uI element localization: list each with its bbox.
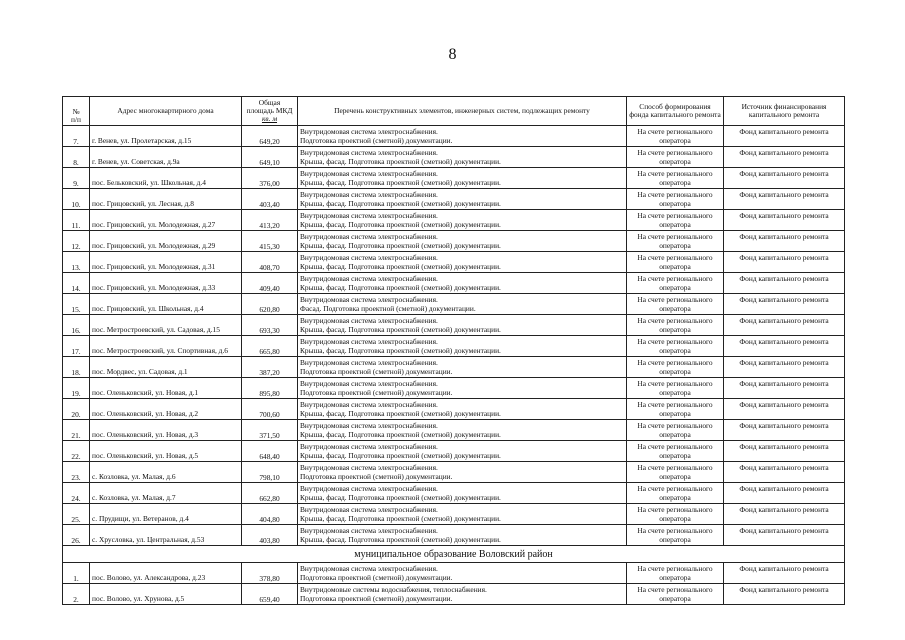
row-elements: Внутридомовая система электроснабжения. Крыша, фасад. Подготовка проектной (сметной) документации. xyxy=(298,252,627,273)
table-row xyxy=(63,273,845,294)
row-elements: Внутридомовая система электроснабжения. Крыша, фасад. Подготовка проектной (сметной) документации. xyxy=(298,336,627,357)
row-elements: Внутридомовая система электроснабжения. Подготовка проектной (сметной) документации. xyxy=(298,126,627,147)
table-row xyxy=(63,441,845,462)
row-number: 7. xyxy=(63,126,90,147)
row-address: пос. Оленьковский, ул. Новая, д.5 xyxy=(90,441,242,462)
row-area: 648,40 xyxy=(242,441,298,462)
row-address: пос. Метростроевский, ул. Спортивная, д.6 xyxy=(90,336,242,357)
row-number: 17. xyxy=(63,336,90,357)
row-address: пос. Бельковский, ул. Школьная, д.4 xyxy=(90,168,242,189)
header-area-unit: кв. м xyxy=(261,114,278,123)
row-method: На счете регионального оператора xyxy=(627,168,724,189)
row-method: На счете регионального оператора xyxy=(627,147,724,168)
row-source: Фонд капитального ремонта xyxy=(724,189,845,210)
row-number: 9. xyxy=(63,168,90,189)
row-address: пос. Оленьковский, ул. Новая, д.1 xyxy=(90,378,242,399)
row-source: Фонд капитального ремонта xyxy=(724,336,845,357)
table-row xyxy=(63,231,845,252)
row-area: 662,80 xyxy=(242,483,298,504)
row-address: пос. Грицовский, ул. Молодежная, д.27 xyxy=(90,210,242,231)
row-elements: Внутридомовая система электроснабжения. Крыша, фасад. Подготовка проектной (сметной) документации. xyxy=(298,147,627,168)
row-number: 24. xyxy=(63,483,90,504)
row-area: 665,80 xyxy=(242,336,298,357)
row-source: Фонд капитального ремонта xyxy=(724,483,845,504)
repair-table xyxy=(62,96,845,605)
row-address: пос. Волово, ул. Александрова, д.23 xyxy=(90,563,242,584)
row-method: На счете регионального оператора xyxy=(627,231,724,252)
row-elements: Внутридомовая система электроснабжения. Подготовка проектной (сметной) документации. xyxy=(298,357,627,378)
row-elements: Внутридомовая система электроснабжения. Крыша, фасад. Подготовка проектной (сметной) документации. xyxy=(298,168,627,189)
row-address: пос. Мордвес, ул. Садовая, д.1 xyxy=(90,357,242,378)
row-address: пос. Метростроевский, ул. Садовая, д.15 xyxy=(90,315,242,336)
row-number: 12. xyxy=(63,231,90,252)
row-elements: Внутридомовая система электроснабжения. Крыша, фасад. Подготовка проектной (сметной) документации. xyxy=(298,504,627,525)
header-method: Способ формирования фонда капитального ремонта xyxy=(627,97,724,126)
row-area: 408,70 xyxy=(242,252,298,273)
row-address: с. Хрусловка, ул. Центральная, д.53 xyxy=(90,525,242,546)
section-volovsky xyxy=(63,546,845,563)
row-number: 13. xyxy=(63,252,90,273)
row-number: 19. xyxy=(63,378,90,399)
table-row xyxy=(63,315,845,336)
row-method: На счете регионального оператора xyxy=(627,525,724,546)
table-body-venev xyxy=(63,126,845,546)
row-area: 415,30 xyxy=(242,231,298,252)
header-area-line2: площадь МКД xyxy=(246,106,293,115)
row-area: 693,30 xyxy=(242,315,298,336)
row-source: Фонд капитального ремонта xyxy=(724,210,845,231)
row-area: 387,20 xyxy=(242,357,298,378)
row-elements: Внутридомовая система электроснабжения. Крыша, фасад. Подготовка проектной (сметной) документации. xyxy=(298,420,627,441)
row-method: На счете регионального оператора xyxy=(627,252,724,273)
row-number: 26. xyxy=(63,525,90,546)
row-method: На счете регионального оператора xyxy=(627,210,724,231)
row-source: Фонд капитального ремонта xyxy=(724,357,845,378)
row-address: с. Козловка, ул. Малая, д.7 xyxy=(90,483,242,504)
header-area xyxy=(242,97,298,126)
row-source: Фонд капитального ремонта xyxy=(724,252,845,273)
row-method: На счете регионального оператора xyxy=(627,504,724,525)
row-source: Фонд капитального ремонта xyxy=(724,168,845,189)
row-area: 404,80 xyxy=(242,504,298,525)
row-area: 378,80 xyxy=(242,563,298,584)
table-row xyxy=(63,210,845,231)
row-number: 11. xyxy=(63,210,90,231)
row-elements: Внутридомовая система электроснабжения. Крыша, фасад. Подготовка проектной (сметной) документации. xyxy=(298,483,627,504)
table-header-row xyxy=(63,97,845,126)
row-number: 21. xyxy=(63,420,90,441)
row-address: пос. Грицовский, ул. Школьная, д.4 xyxy=(90,294,242,315)
row-method: На счете регионального оператора xyxy=(627,378,724,399)
row-method: На счете регионального оператора xyxy=(627,315,724,336)
row-address: с. Козловка, ул. Малая, д.6 xyxy=(90,462,242,483)
row-elements: Внутридомовая система электроснабжения. Подготовка проектной (сметной) документации. xyxy=(298,378,627,399)
row-source: Фонд капитального ремонта xyxy=(724,584,845,605)
row-source: Фонд капитального ремонта xyxy=(724,525,845,546)
table-row xyxy=(63,357,845,378)
header-source: Источник финансирования капитального ремонта xyxy=(724,97,845,126)
row-address: пос. Оленьковский, ул. Новая, д.3 xyxy=(90,420,242,441)
row-address: пос. Грицовский, ул. Молодежная, д.29 xyxy=(90,231,242,252)
table-row xyxy=(63,294,845,315)
row-elements: Внутридомовая система электроснабжения. Крыша, фасад. Подготовка проектной (сметной) документации. xyxy=(298,189,627,210)
row-elements: Внутридомовая система электроснабжения. Крыша, фасад. Подготовка проектной (сметной) документации. xyxy=(298,273,627,294)
row-source: Фонд капитального ремонта xyxy=(724,378,845,399)
row-area: 798,10 xyxy=(242,462,298,483)
row-elements: Внутридомовая система электроснабжения. Крыша, фасад. Подготовка проектной (сметной) документации. xyxy=(298,399,627,420)
section-title: муниципальное образование Воловский район xyxy=(63,546,845,563)
row-method: На счете регионального оператора xyxy=(627,563,724,584)
table-row xyxy=(63,483,845,504)
row-source: Фонд капитального ремонта xyxy=(724,563,845,584)
table-body-volovo xyxy=(63,563,845,605)
row-source: Фонд капитального ремонта xyxy=(724,294,845,315)
row-method: На счете регионального оператора xyxy=(627,189,724,210)
header-no: № п/п xyxy=(63,97,90,126)
row-method: На счете регионального оператора xyxy=(627,441,724,462)
table-row xyxy=(63,378,845,399)
row-elements: Внутридомовая система электроснабжения. Подготовка проектной (сметной) документации. xyxy=(298,563,627,584)
row-source: Фонд капитального ремонта xyxy=(724,315,845,336)
row-elements: Внутридомовая система электроснабжения. Крыша, фасад. Подготовка проектной (сметной) документации. xyxy=(298,231,627,252)
table-row xyxy=(63,147,845,168)
row-address: г. Венев, ул. Советская, д.9а xyxy=(90,147,242,168)
row-number: 23. xyxy=(63,462,90,483)
table-row xyxy=(63,420,845,441)
row-number: 8. xyxy=(63,147,90,168)
row-elements: Внутридомовая система электроснабжения. Крыша, фасад. Подготовка проектной (сметной) документации. xyxy=(298,525,627,546)
row-number: 25. xyxy=(63,504,90,525)
row-address: г. Венев, ул. Пролетарская, д.15 xyxy=(90,126,242,147)
row-elements: Внутридомовые системы водоснабжения, теплоснабжения. Подготовка проектной (сметной) документации. xyxy=(298,584,627,605)
row-method: На счете регионального оператора xyxy=(627,126,724,147)
header-elements: Перечень конструктивных элементов, инженерных систем, подлежащих ремонту xyxy=(298,97,627,126)
row-number: 20. xyxy=(63,399,90,420)
row-number: 1. xyxy=(63,563,90,584)
row-number: 22. xyxy=(63,441,90,462)
row-area: 409,40 xyxy=(242,273,298,294)
row-address: пос. Волово, ул. Хрунова, д.5 xyxy=(90,584,242,605)
row-method: На счете регионального оператора xyxy=(627,420,724,441)
row-address: пос. Оленьковский, ул. Новая, д.2 xyxy=(90,399,242,420)
table-row xyxy=(63,252,845,273)
table-row xyxy=(63,126,845,147)
row-method: На счете регионального оператора xyxy=(627,399,724,420)
table-row xyxy=(63,563,845,584)
row-area: 700,60 xyxy=(242,399,298,420)
row-address: пос. Грицовский, ул. Лесная, д.8 xyxy=(90,189,242,210)
row-area: 649,20 xyxy=(242,126,298,147)
row-number: 14. xyxy=(63,273,90,294)
table-row xyxy=(63,584,845,605)
row-elements: Внутридомовая система электроснабжения. Подготовка проектной (сметной) документации. xyxy=(298,462,627,483)
row-method: На счете регионального оператора xyxy=(627,462,724,483)
row-method: На счете регионального оператора xyxy=(627,357,724,378)
row-area: 413,20 xyxy=(242,210,298,231)
row-source: Фонд капитального ремонта xyxy=(724,147,845,168)
row-elements: Внутридомовая система электроснабжения. Крыша, фасад. Подготовка проектной (сметной) документации. xyxy=(298,210,627,231)
row-address: с. Прудищи, ул. Ветеранов, д.4 xyxy=(90,504,242,525)
row-number: 16. xyxy=(63,315,90,336)
row-source: Фонд капитального ремонта xyxy=(724,504,845,525)
row-area: 620,80 xyxy=(242,294,298,315)
table-row xyxy=(63,525,845,546)
row-method: На счете регионального оператора xyxy=(627,336,724,357)
row-source: Фонд капитального ремонта xyxy=(724,420,845,441)
row-area: 403,40 xyxy=(242,189,298,210)
table-row xyxy=(63,168,845,189)
row-number: 2. xyxy=(63,584,90,605)
row-elements: Внутридомовая система электроснабжения. Крыша, фасад. Подготовка проектной (сметной) документации. xyxy=(298,315,627,336)
row-area: 403,80 xyxy=(242,525,298,546)
section-row xyxy=(63,546,845,563)
row-area: 659,40 xyxy=(242,584,298,605)
table-row xyxy=(63,399,845,420)
row-number: 15. xyxy=(63,294,90,315)
row-source: Фонд капитального ремонта xyxy=(724,441,845,462)
row-source: Фонд капитального ремонта xyxy=(724,462,845,483)
row-address: пос. Грицовский, ул. Молодежная, д.31 xyxy=(90,252,242,273)
table-row xyxy=(63,462,845,483)
row-elements: Внутридомовая система электроснабжения. Крыша, фасад. Подготовка проектной (сметной) документации. xyxy=(298,441,627,462)
row-address: пос. Грицовский, ул. Молодежная, д.33 xyxy=(90,273,242,294)
row-number: 10. xyxy=(63,189,90,210)
table-row xyxy=(63,189,845,210)
row-source: Фонд капитального ремонта xyxy=(724,126,845,147)
header-address: Адрес многоквартирного дома xyxy=(90,97,242,126)
row-area: 649,10 xyxy=(242,147,298,168)
row-area: 371,50 xyxy=(242,420,298,441)
header-area-line1: Общая xyxy=(258,98,281,107)
row-area: 376,00 xyxy=(242,168,298,189)
row-source: Фонд капитального ремонта xyxy=(724,399,845,420)
table-row xyxy=(63,504,845,525)
table-row xyxy=(63,336,845,357)
row-method: На счете регионального оператора xyxy=(627,584,724,605)
row-method: На счете регионального оператора xyxy=(627,294,724,315)
row-method: На счете регионального оператора xyxy=(627,273,724,294)
row-area: 895,80 xyxy=(242,378,298,399)
row-number: 18. xyxy=(63,357,90,378)
row-source: Фонд капитального ремонта xyxy=(724,231,845,252)
row-elements: Внутридомовая система электроснабжения. Фасад. Подготовка проектной (сметной) документации. xyxy=(298,294,627,315)
row-source: Фонд капитального ремонта xyxy=(724,273,845,294)
row-method: На счете регионального оператора xyxy=(627,483,724,504)
page-number: 8 xyxy=(448,46,457,63)
